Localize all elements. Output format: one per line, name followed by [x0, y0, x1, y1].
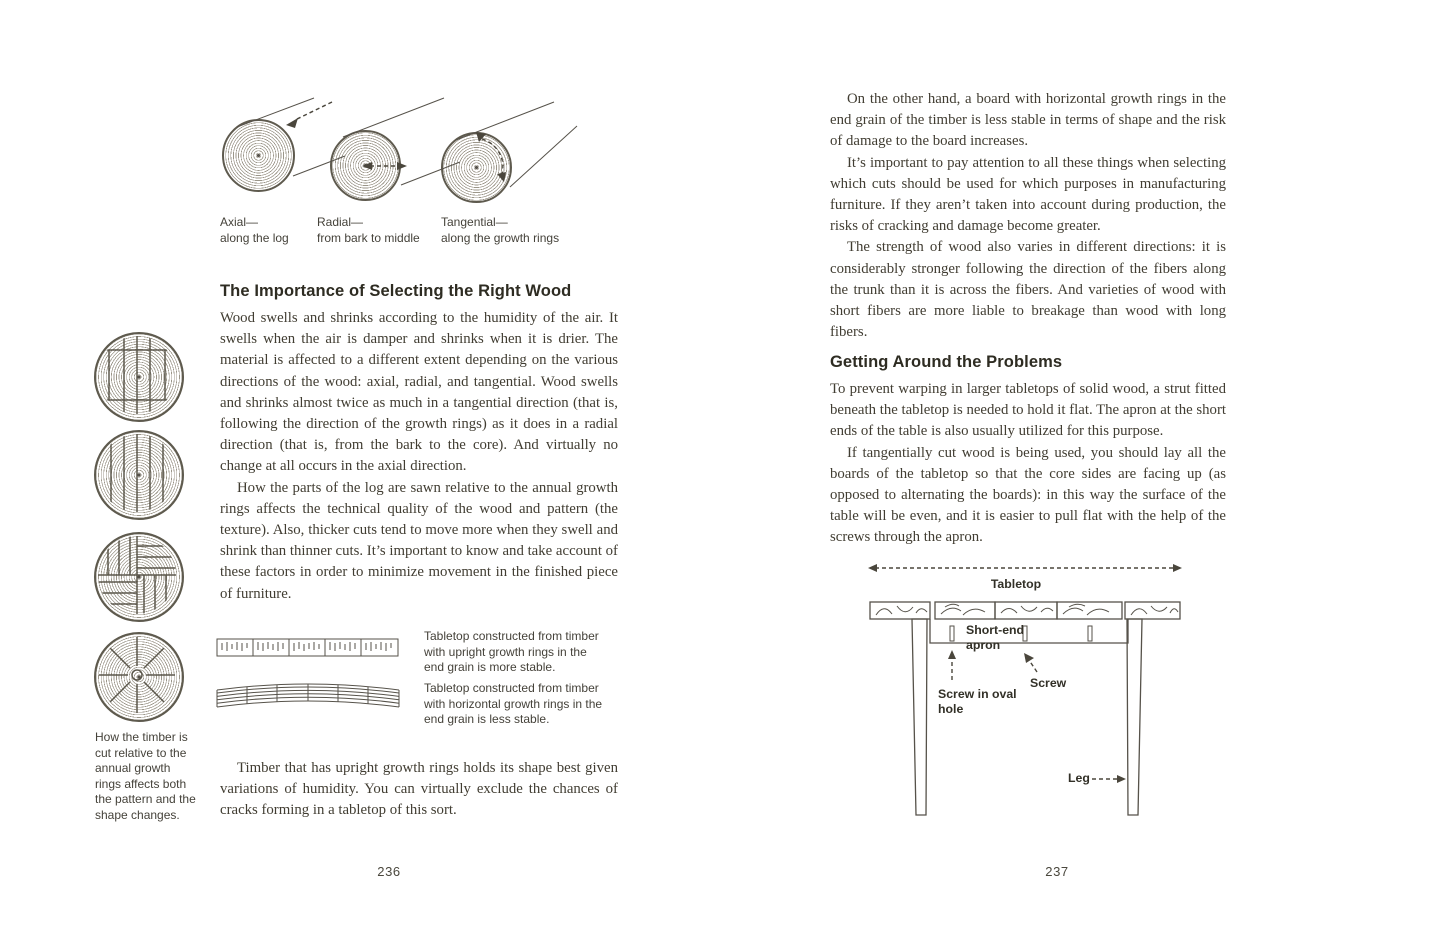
caption-radial-title: Radial—	[317, 215, 364, 229]
label-leg: Leg	[1068, 771, 1090, 785]
label-tabletop: Tabletop	[990, 577, 1042, 591]
label-screw: Screw	[1030, 676, 1067, 690]
right-page-heading: Getting Around the Problems	[830, 353, 1063, 371]
caption-radial	[317, 215, 437, 246]
caption-tangential	[441, 215, 591, 246]
right-paragraph-5: If tangentially cut wood is being used, you should lay all the boards of the tabletop so that the core sides are facing up (as opposed to alternating the boards): in this way the surface of the table will be even, and it is easier to pull flat with the help of the screws through the apron.	[830, 444, 1226, 546]
caption-tangential-title: Tangential—	[441, 215, 508, 229]
sawing-patterns-overlay	[90, 328, 185, 728]
left-paragraph-3: Timber that has upright growth rings holds its shape best given variations of humidity. You can virtually exclude the chances of cracks forming in a tabletop of this sort.	[220, 760, 618, 819]
right-body-bottom	[830, 379, 1226, 549]
left-page-number: 236	[377, 864, 401, 879]
left-body-text	[220, 308, 618, 605]
left-closing-text	[220, 758, 618, 822]
caption-radial-subtitle: from bark to middle	[317, 230, 420, 245]
right-paragraph-2: It’s important to pay attention to all these things when selecting which cuts should be used for which purposes in manufacturing furniture. If they aren’t taken into account during production, the risks of cracking and damage become greater.	[830, 154, 1226, 235]
left-paragraph-2: How the parts of the log are sawn relative to the annual growth rings affects the technical quality of the wood and pattern (the texture). Also, thicker cuts tend to move more when they swell and shrink than thinner cuts. It’s important to know and take account of these factors in order to minimize movement in the finished piece of furniture.	[220, 479, 618, 602]
tabletop-caption-upright: Tabletop constructed from timber with upright growth rings in the end grain is more stable.	[424, 629, 599, 674]
sidebar-caption: How the timber is cut relative to the annual growth rings affects both the pattern and the shape changes.	[95, 730, 196, 822]
label-short-end-apron: Short-end apron	[966, 623, 1025, 652]
caption-axial-subtitle: along the log	[220, 230, 289, 245]
right-paragraph-3: The strength of wood also varies in different directions: it is considerably stronger following the direction of the fibers along the trunk than it is across the fibers. And varieties of wood with short fibers are more liable to breakage than wood with long fibers.	[830, 239, 1226, 341]
log-direction-diagram	[213, 83, 583, 215]
table-construction-diagram	[863, 558, 1197, 824]
right-paragraph-4: To prevent warping in larger tabletops of solid wood, a strut fitted beneath the tabletop is needed to hold it flat. The apron at the short ends of the table is also usually utilized for this purpose.	[830, 381, 1226, 440]
label-screw-in-oval-hole: Screw in oval hole	[938, 687, 1017, 716]
right-page-number: 237	[1045, 864, 1069, 879]
tabletop-caption-horizontal: Tabletop constructed from timber with horizontal growth rings in the end grain is less stable.	[424, 681, 603, 726]
caption-axial-title: Axial—	[220, 215, 259, 229]
caption-tangential-subtitle: along the growth rings	[441, 230, 560, 245]
right-body-top	[830, 89, 1226, 343]
right-paragraph-1: On the other hand, a board with horizontal growth rings in the end grain of the timber is less stable in terms of shape and the risk of damage to the board increases.	[830, 91, 1226, 150]
left-paragraph-1: Wood swells and shrinks according to the humidity of the air. It swells when the air is damper and shrinks when it is drier. The material is affected to a different extent depending on the various directions of the wood: axial, radial, and tangential. Wood swells and shrinks almost twice as much in a tangential direction (that is, following the direction of the growth rings) as it does in a radial direction (that is, from the bark to the core). And virtually no change at all occurs in the axial direction.	[220, 310, 618, 475]
caption-axial	[220, 215, 315, 246]
left-page-heading: The Importance of Selecting the Right Wood	[220, 282, 572, 300]
tabletop-grain-diagram	[216, 634, 400, 714]
